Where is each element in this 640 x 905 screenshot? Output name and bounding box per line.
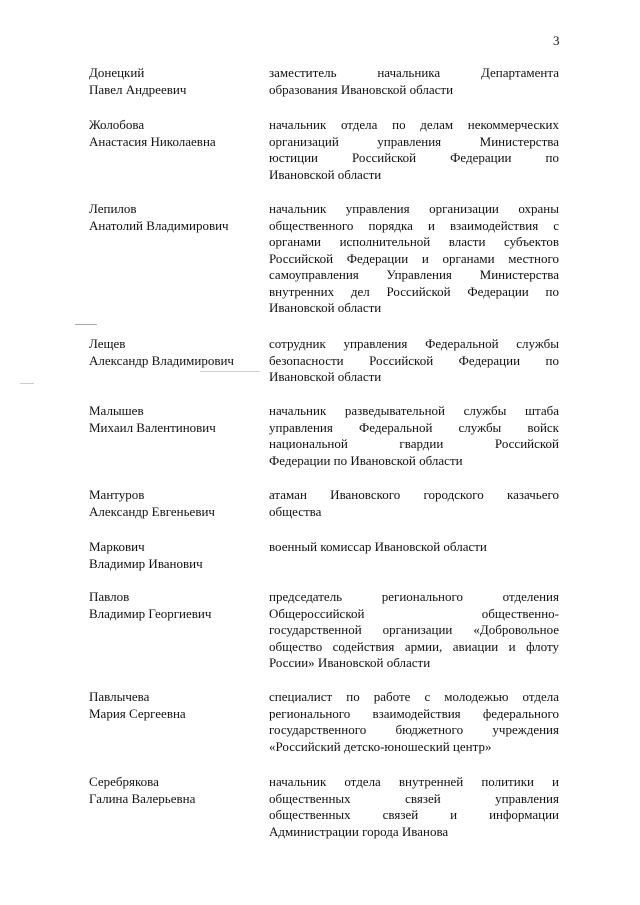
given-name: Мария Сергеевна (89, 705, 186, 721)
given-name: Анастасия Николаевна (89, 133, 216, 149)
position-line: общество содействия армии, авиации и флоту (269, 638, 559, 654)
given-name: Александр Евгеньевич (89, 503, 215, 519)
surname: Мантуров (89, 487, 145, 502)
position-line: начальник отдела по делам некоммерческих (269, 117, 559, 132)
position-line: России» Ивановской области (269, 655, 431, 670)
position-line: Ивановской области (269, 369, 382, 384)
surname: Лепилов (89, 201, 137, 216)
position-line: национальной гвардии Российской (269, 436, 559, 451)
position-line: внутренних дел Российской Федерации по (269, 283, 559, 299)
position-description (269, 689, 559, 755)
person-name (89, 539, 264, 572)
surname: Маркович (89, 539, 145, 554)
position-line: юстиции Российской Федерации по (269, 150, 559, 165)
position-description (269, 201, 559, 317)
position-line: специалист по работе с молодежью отдела (269, 689, 559, 704)
position-line: общественных связей управления (269, 790, 559, 806)
surname: Павлычева (89, 689, 150, 704)
given-name: Павел Андреевич (89, 81, 187, 97)
position-line: общества (269, 503, 322, 519)
person-name (89, 689, 264, 722)
position-description (269, 487, 559, 520)
surname: Павлов (89, 589, 130, 604)
position-line: сотрудник управления Федеральной службы (269, 336, 559, 351)
position-line: начальник отдела внутренней политики и (269, 774, 559, 789)
person-name (89, 65, 264, 98)
position-line: Администрации города Иванова (269, 823, 449, 839)
position-line: Общероссийской общественно- (269, 605, 559, 621)
scan-speck (20, 383, 34, 384)
person-name (89, 403, 264, 436)
person-name (89, 487, 264, 520)
scan-speck (200, 371, 260, 372)
position-line: безопасности Российской Федерации по (269, 352, 559, 368)
person-name (89, 774, 264, 807)
position-description (269, 403, 559, 469)
given-name: Анатолий Владимирович (89, 217, 229, 233)
person-name (89, 201, 264, 234)
position-line: заместитель начальника Департамента (269, 65, 559, 80)
position-line: самоуправления Управления Министерства (269, 267, 559, 282)
position-description (269, 65, 559, 98)
scan-speck (75, 324, 97, 325)
position-line: органами исполнительной власти субъектов (269, 234, 559, 249)
surname: Лещев (89, 336, 126, 351)
position-line: Ивановской области (269, 166, 382, 182)
position-line: государственной организации «Добровольное (269, 622, 559, 637)
given-name: Владимир Иванович (89, 555, 203, 571)
position-line: Федерации по Ивановской области (269, 452, 463, 468)
position-line: общественных связей и информации (269, 807, 559, 822)
surname: Жолобова (89, 117, 145, 132)
person-name (89, 589, 264, 622)
position-description (269, 117, 559, 183)
position-line: государственного бюджетного учреждения (269, 722, 559, 737)
position-description (269, 336, 559, 386)
position-description (269, 774, 559, 840)
position-line: регионального взаимодействия федерального (269, 705, 559, 721)
position-line: начальник управления организации охраны (269, 201, 559, 216)
position-line: военный комиссар Ивановской области (269, 539, 487, 554)
position-description (269, 589, 559, 672)
surname: Серебрякова (89, 774, 159, 789)
position-line: общественного порядка и взаимодействия с (269, 217, 559, 233)
position-line: управления Федеральной службы войск (269, 419, 559, 435)
person-name (89, 336, 264, 369)
position-line: Ивановской области (269, 300, 382, 315)
page-number: 3 (553, 33, 560, 48)
surname: Донецкий (89, 65, 145, 80)
given-name: Александр Владимирович (89, 352, 234, 368)
given-name: Галина Валерьевна (89, 790, 196, 806)
person-name (89, 117, 264, 150)
given-name: Владимир Георгиевич (89, 605, 212, 621)
position-line: председатель регионального отделения (269, 589, 559, 604)
position-line: начальник разведывательной службы штаба (269, 403, 559, 418)
position-line: образования Ивановской области (269, 81, 454, 97)
position-line: «Российский детско-юношеский центр» (269, 738, 492, 754)
position-line: организаций управления Министерства (269, 133, 559, 149)
given-name: Михаил Валентинович (89, 419, 216, 435)
position-description (269, 539, 559, 556)
surname: Малышев (89, 403, 144, 418)
position-line: атаман Ивановского городского казачьего (269, 487, 559, 502)
position-line: Российской Федерации и органами местного (269, 250, 559, 266)
